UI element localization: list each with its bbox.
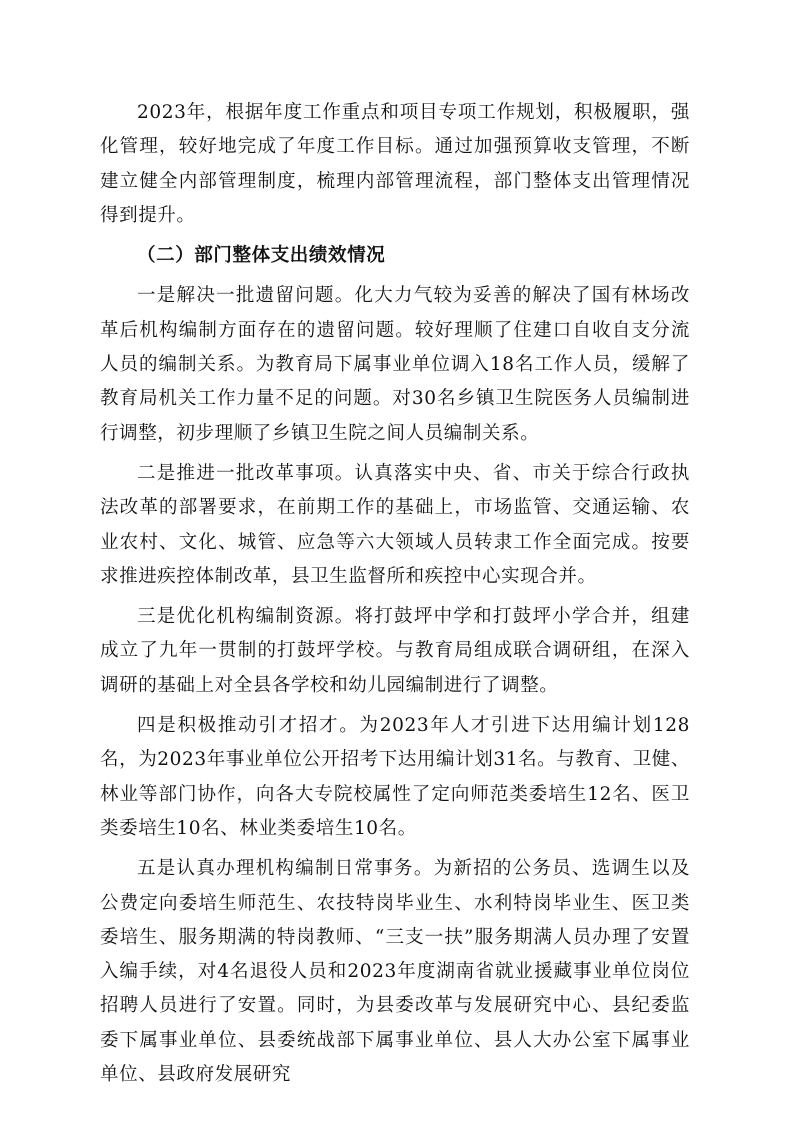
paragraph-legacy-issues: 一是解决一批遗留问题。化大力气较为妥善的解决了国有林场改革后机构编制方面存在的遗留问题。较好理顺了住建口自收自支分流人员的编制关系。为教育局下属事业单位调入18名工作人员，缓解了教育局机关工作力量不足的问题。对30名乡镇卫生院医务人员编制进行调整，初步理顺了乡镇卫生院之间人员编制关系。 xyxy=(100,285,690,444)
paragraph-reform-items: 二是推进一批改革事项。认真落实中央、省、市关于综合行政执法改革的部署要求，在前期工作的基础上，市场监管、交通运输、农业农村、文化、城管、应急等六大领域人员转隶工作全面完成。按要求推进疾控体制改革，县卫生监督所和疾控中心实现合并。 xyxy=(100,462,690,587)
section-heading: （二）部门整体支出绩效情况 xyxy=(137,245,386,267)
paragraph-daily-affairs: 五是认真办理机构编制日常事务。为新招的公务员、选调生以及公费定向委培生师范生、农技特岗毕业生、水利特岗毕业生、医卫类委培生、服务期满的特岗教师、“三支一扶”服务期满人员办理了安置入编手续，对4名退役人员和2023年度湖南省就业援藏事业单位岗位招聘人员进行了安置。同时，为县委改革与发展研究中心、县纪委监委下属事业单位、县委统战部下属事业单位、县人大办公室下属事业单位、县政府发展研究 xyxy=(100,858,690,1086)
paragraph-talent-recruitment: 四是积极推动引才招才。为2023年人才引进下达用编计划128名，为2023年事业单位公开招考下达用编计划31名。与教育、卫健、林业等部门协作，向各大专院校属性了定向师范类委培生12名、医卫类委培生10名、林业类委培生10名。 xyxy=(100,715,690,839)
paragraph-resource-optimization: 三是优化机构编制资源。将打鼓坪中学和打鼓坪小学合并，组建成立了九年一贯制的打鼓坪学校。与教育局组成联合调研组，在深入调研的基础上对全县各学校和幼儿园编制进行了调整。 xyxy=(100,606,690,696)
paragraph-annual-summary: 2023年，根据年度工作重点和项目专项工作规划，积极履职，强化管理，较好地完成了年度工作目标。通过加强预算收支管理，不断建立健全内部管理制度，梳理内部管理流程，部门整体支出管理情况得到提升。 xyxy=(100,102,690,226)
document-body xyxy=(100,96,690,1098)
